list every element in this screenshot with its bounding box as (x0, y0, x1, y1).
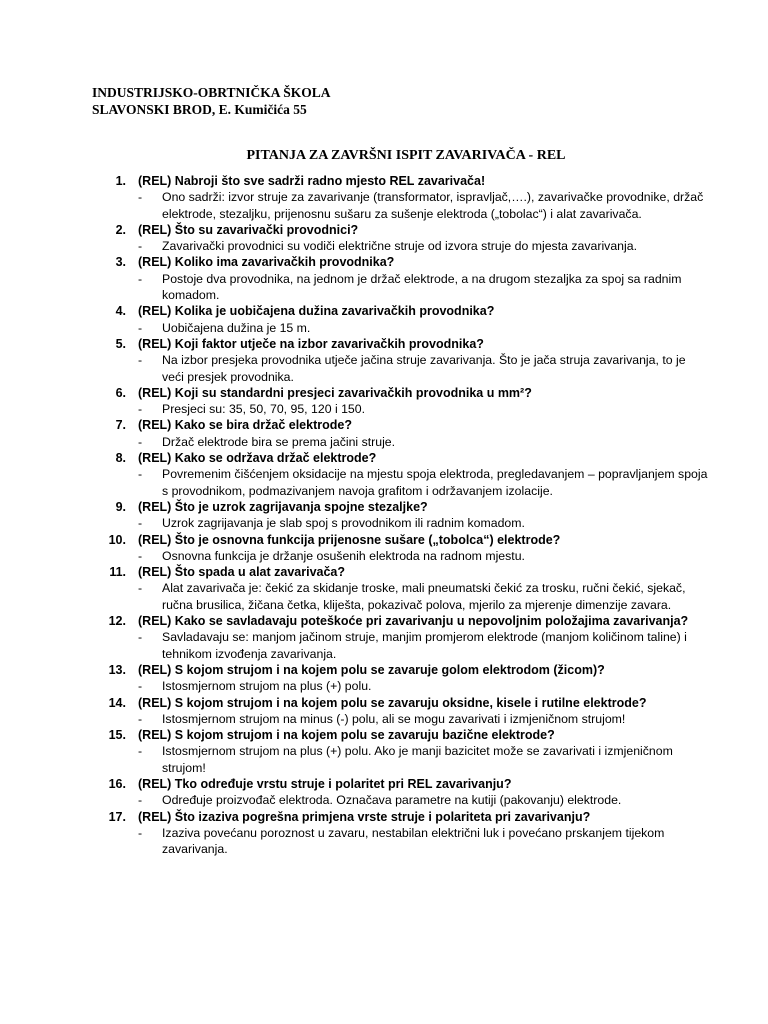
answer-text (138, 320, 708, 336)
answer-label: Istosmjernom strujom na plus (+) polu. (162, 679, 372, 694)
bullet-dash: - (138, 679, 143, 694)
question-number: 15. (108, 728, 126, 743)
answer-label: Povremenim čišćenjem oksidacije na mjestu spoja elektroda, pregledavanjem – popravljanjem spoja s provodnikom, podmazivanjem navoja grafitom i održavanjem izolacije. (162, 467, 708, 498)
bullet-dash: - (138, 744, 143, 759)
question-number: 8. (115, 451, 126, 466)
question-text (115, 254, 708, 270)
question-text (108, 662, 708, 678)
question-item (92, 532, 708, 565)
question-label: (REL) S kojom strujom i na kojem polu se zavaruju oksidne, kisele i rutilne elektrode? (138, 695, 647, 710)
question-item (92, 809, 708, 858)
question-item (92, 417, 708, 450)
question-number: 17. (108, 809, 126, 824)
answer-text (138, 580, 708, 613)
question-text (109, 564, 708, 580)
answer-label: Istosmjernom strujom na minus (-) polu, ali se mogu zavarivati i izmjeničnom strujom! (162, 711, 626, 726)
question-label: (REL) Nabroji što sve sadrži radno mjesto REL zavarivača! (138, 174, 486, 188)
question-text (108, 695, 708, 711)
answer-text (138, 678, 708, 694)
school-address: SLAVONSKI BROD, E. Kumičića 55 (92, 102, 307, 117)
question-label: (REL) Kako se bira držač elektrode? (138, 418, 352, 433)
answer-label: Na izbor presjeka provodnika utječe jačina struje zavarivanja. Što je jača struja zavarivanja, to je veći presjek provodnika. (162, 353, 686, 384)
school-name: INDUSTRIJSKO-OBRTNIČKA ŠKOLA (92, 85, 331, 100)
question-list (92, 173, 708, 857)
answer-text (138, 352, 708, 385)
answer-label: Držač elektrode bira se prema jačini struje. (162, 434, 396, 449)
question-number: 5. (115, 336, 126, 351)
document-title: PITANJA ZA ZAVRŠNI ISPIT ZAVARIVAČA - REL (246, 148, 566, 163)
answer-label: Postoje dva provodnika, na jednom je držač elektrode, a na drugom stezaljka za spoj sa radnim komadom. (162, 271, 682, 303)
bullet-dash: - (138, 548, 143, 563)
question-label: (REL) Što je osnovna funkcija prijenosne sušare („tobolca“) elektrode? (138, 532, 561, 547)
question-item (92, 776, 708, 809)
question-item (92, 303, 708, 336)
question-text (108, 776, 708, 792)
answer-label: Ono sadrži: izvor struje za zavarivanje (transformator, ispravljač,….), zavarivačke provodnike, držač elektrode, stezaljku, prijenosnu sušaru za sušenje elektroda („tobolac“) i alat zavarivača. (162, 190, 704, 221)
question-label: (REL) Koji faktor utječe na izbor zavarivačkih provodnika? (138, 336, 484, 351)
answer-text (138, 434, 708, 450)
question-item (92, 385, 708, 418)
question-label: (REL) Kolika je uobičajena dužina zavarivačkih provodnika? (138, 304, 495, 319)
question-item (92, 173, 708, 222)
question-text (115, 303, 708, 319)
answer-label: Alat zavarivača je: čekić za skidanje troske, mali pneumatski čekić za trosku, ručni čekić, sjekač, ručna brusilica, žičana četka, kliješta, pokazivač polova, mjerilo za mjerenje dimenzije zavara. (162, 581, 686, 612)
question-item (92, 727, 708, 776)
question-text (115, 173, 708, 189)
question-number: 2. (115, 222, 126, 237)
answer-text (138, 711, 708, 727)
question-text (115, 450, 708, 466)
bullet-dash: - (138, 434, 143, 449)
question-text (108, 727, 708, 743)
question-text (115, 222, 708, 238)
answer-text (138, 271, 708, 304)
question-number: 14. (108, 695, 126, 710)
question-item (92, 336, 708, 385)
answer-text (138, 743, 708, 776)
question-label: (REL) Kako se savladavaju poteškoće pri zavarivanju u nepovoljnim položajima zavarivanja? (138, 614, 689, 629)
bullet-dash: - (138, 825, 143, 840)
question-number: 16. (108, 776, 126, 791)
question-number: 13. (108, 662, 126, 677)
question-number: 9. (115, 499, 126, 514)
answer-text (138, 825, 708, 858)
question-item (92, 564, 708, 613)
question-number: 1. (115, 174, 126, 188)
answer-text (138, 515, 708, 531)
question-label: (REL) Koliko ima zavarivačkih provodnika? (138, 255, 395, 270)
bullet-dash: - (138, 793, 143, 808)
answer-text (138, 548, 708, 564)
answer-label: Presjeci su: 35, 50, 70, 95, 120 i 150. (162, 402, 366, 417)
answer-label: Određuje proizvođač elektroda. Označava parametre na kutiji (pakovanju) elektrode. (162, 793, 622, 808)
answer-label: Savladavaju se: manjom jačinom struje, manjim promjerom elektrode (manjom količinom taline) i tehnikom izvođenja zavarivanja. (162, 630, 687, 661)
answer-label: Uzrok zagrijavanja je slab spoj s provodnikom ili radnim komadom. (162, 516, 525, 531)
question-text (115, 385, 708, 401)
bullet-dash: - (138, 467, 143, 482)
bullet-dash: - (138, 402, 143, 417)
question-item (92, 499, 708, 532)
question-label: (REL) Kako se održava držač elektrode? (138, 451, 377, 466)
question-number: 6. (115, 385, 126, 400)
question-item (92, 662, 708, 695)
answer-label: Izaziva povećanu poroznost u zavaru, nestabilan električni luk i povećano prskanjem tijekom zavarivanja. (162, 825, 665, 857)
answer-text (138, 466, 708, 499)
question-item (92, 695, 708, 728)
answer-text (138, 189, 708, 222)
question-text (108, 809, 708, 825)
question-label: (REL) Koji su standardni presjeci zavarivačkih provodnika u mm²? (138, 385, 532, 400)
question-number: 7. (115, 418, 126, 433)
bullet-dash: - (138, 516, 143, 531)
answer-text (138, 792, 708, 808)
answer-text (138, 629, 708, 662)
bullet-dash: - (138, 271, 143, 286)
question-number: 12. (108, 614, 126, 629)
answer-label: Osnovna funkcija je držanje osušenih elektroda na radnom mjestu. (162, 548, 525, 563)
answer-text (138, 401, 708, 417)
bullet-dash: - (138, 581, 143, 596)
question-text (115, 417, 708, 433)
bullet-dash: - (138, 630, 143, 645)
bullet-dash: - (138, 353, 143, 368)
question-item (92, 222, 708, 255)
question-text (115, 499, 708, 515)
bullet-dash: - (138, 320, 143, 335)
answer-label: Zavarivački provodnici su vodiči električne struje od izvora struje do mjesta zavarivanja. (162, 239, 637, 254)
question-item (92, 450, 708, 499)
question-label: (REL) S kojom strujom i na kojem polu se zavaruje golom elektrodom (žicom)? (138, 662, 605, 677)
question-item (92, 613, 708, 662)
answer-label: Istosmjernom strujom na plus (+) polu. Ako je manji bazicitet može se zavarivati i izmjeničnom strujom! (162, 744, 673, 775)
question-label: (REL) Što izaziva pogrešna primjena vrste struje i polariteta pri zavarivanju? (138, 809, 591, 824)
question-number: 3. (115, 255, 126, 270)
answer-text (138, 238, 708, 254)
question-label: (REL) Što spada u alat zavarivača? (138, 565, 346, 580)
question-number: 4. (115, 304, 126, 319)
question-number: 11. (109, 565, 126, 580)
question-text (108, 613, 708, 629)
question-text (115, 336, 708, 352)
bullet-dash: - (138, 190, 143, 205)
bullet-dash: - (138, 711, 143, 726)
question-label: (REL) Što su zavarivački provodnici? (138, 222, 359, 237)
answer-label: Uobičajena dužina je 15 m. (162, 320, 311, 335)
question-text (108, 532, 708, 548)
bullet-dash: - (138, 239, 143, 254)
question-number: 10. (108, 532, 126, 547)
question-label: (REL) Tko određuje vrstu struje i polaritet pri REL zavarivanju? (138, 776, 512, 791)
question-label: (REL) S kojom strujom i na kojem polu se zavaruju bazične elektrode? (138, 728, 555, 743)
question-label: (REL) Što je uzrok zagrijavanja spojne stezaljke? (138, 499, 428, 514)
question-item (92, 254, 708, 303)
